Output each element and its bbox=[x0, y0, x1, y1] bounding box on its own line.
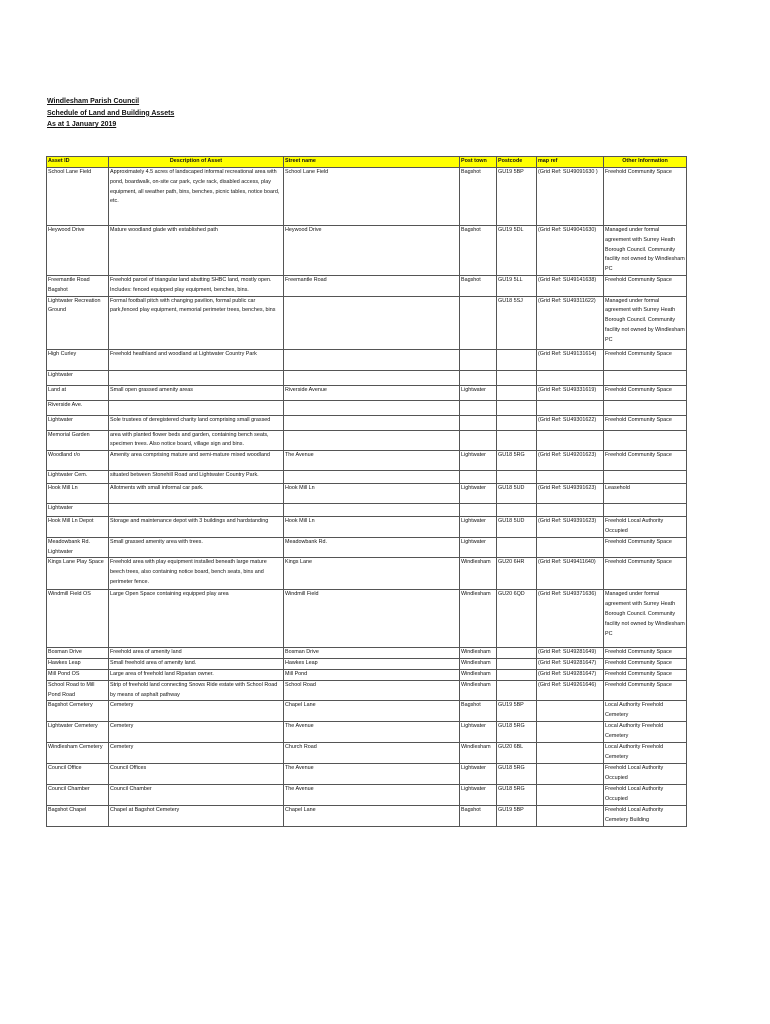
cell-description: Cemetery bbox=[109, 743, 284, 764]
cell-other: Freehold Local Authority Cemetery Building bbox=[604, 806, 687, 827]
cell-postcode: GU19 5DL bbox=[497, 226, 537, 276]
cell-mapref bbox=[537, 785, 604, 806]
cell-postcode bbox=[497, 537, 537, 558]
cell-street bbox=[284, 400, 460, 415]
cell-other: Freehold Community Space bbox=[604, 669, 687, 680]
cell-mapref bbox=[537, 764, 604, 785]
cell-description: Large area of freehold land Riparian owner. bbox=[109, 669, 284, 680]
cell-description bbox=[109, 400, 284, 415]
cell-postcode bbox=[497, 471, 537, 484]
cell-street: Chapel Lane bbox=[284, 701, 460, 722]
cell-asset-id: Windlesham Cemetery bbox=[47, 743, 109, 764]
cell-other: Leasehold bbox=[604, 484, 687, 504]
cell-mapref bbox=[537, 537, 604, 558]
cell-description: Freehold area with play equipment installed beneath large mature beech trees, also containing notice board, bench seats, bins and perimeter fence. bbox=[109, 558, 284, 590]
cell-mapref bbox=[537, 504, 604, 517]
cell-town: Lightwater bbox=[460, 517, 497, 538]
cell-other: Freehold Community Space bbox=[604, 558, 687, 590]
cell-town: Bagshot bbox=[460, 226, 497, 276]
cell-asset-id: Bagshot Cemetery bbox=[47, 701, 109, 722]
cell-other: Freehold Community Space bbox=[604, 168, 687, 226]
cell-mapref: (Grid Ref: SU49201623) bbox=[537, 451, 604, 471]
table-row bbox=[47, 226, 687, 276]
cell-mapref bbox=[537, 370, 604, 385]
cell-street bbox=[284, 349, 460, 370]
assets-table bbox=[46, 156, 687, 827]
cell-asset-id: Windmill Field OS bbox=[47, 590, 109, 648]
table-body bbox=[47, 168, 687, 827]
cell-street: School Lane Field bbox=[284, 168, 460, 226]
cell-postcode bbox=[497, 669, 537, 680]
cell-town bbox=[460, 370, 497, 385]
cell-asset-id: School Lane Field bbox=[47, 168, 109, 226]
schedule-title: Schedule of Land and Building Assets bbox=[47, 109, 175, 117]
cell-street bbox=[284, 504, 460, 517]
cell-postcode bbox=[497, 415, 537, 430]
cell-other: Managed under formal agreement with Surrey Heath Borough Council. Community facility not owned by Windlesham PC bbox=[604, 590, 687, 648]
cell-street: Hook Mill Ln bbox=[284, 517, 460, 538]
cell-other: Freehold Community Space bbox=[604, 415, 687, 430]
schedule-date: As at 1 January 2019 bbox=[47, 121, 117, 129]
cell-asset-id: Lightwater bbox=[47, 370, 109, 385]
cell-postcode: GU18 5SJ bbox=[497, 296, 537, 349]
cell-street: Meadowbank Rd. bbox=[284, 537, 460, 558]
cell-other: Freehold Local Authority Occupied bbox=[604, 517, 687, 538]
cell-description: Small freehold area of amenity land. bbox=[109, 659, 284, 670]
cell-asset-id: Hook Mill Ln Depot bbox=[47, 517, 109, 538]
cell-street: The Avenue bbox=[284, 764, 460, 785]
table-row bbox=[47, 471, 687, 484]
header-town: Post town bbox=[460, 157, 497, 168]
cell-description: Storage and maintenance depot with 3 buildings and hardstanding bbox=[109, 517, 284, 538]
cell-mapref bbox=[537, 430, 604, 451]
cell-postcode: GU19 5BP bbox=[497, 168, 537, 226]
cell-mapref: (Gird Ref: SU49261646) bbox=[537, 680, 604, 701]
cell-town: Windlesham bbox=[460, 558, 497, 590]
cell-postcode bbox=[497, 648, 537, 659]
cell-description bbox=[109, 370, 284, 385]
cell-postcode bbox=[497, 370, 537, 385]
cell-postcode bbox=[497, 430, 537, 451]
cell-other: Freehold Local Authority Occupied bbox=[604, 764, 687, 785]
cell-other bbox=[604, 430, 687, 451]
cell-description: Cemetery bbox=[109, 722, 284, 743]
cell-description: Freehold heathland and woodland at Lightwater Country Park bbox=[109, 349, 284, 370]
cell-town bbox=[460, 349, 497, 370]
cell-other: Freehold Community Space bbox=[604, 648, 687, 659]
cell-postcode bbox=[497, 385, 537, 400]
cell-asset-id: Meadowbank Rd. Lightwater bbox=[47, 537, 109, 558]
cell-mapref bbox=[537, 743, 604, 764]
cell-other: Local Authority Freehold Cemetery bbox=[604, 743, 687, 764]
cell-description: Strip of freehold land connecting Snows Ride estate with School Road by means of asphalt pathway bbox=[109, 680, 284, 701]
cell-street: School Road bbox=[284, 680, 460, 701]
cell-town: Windlesham bbox=[460, 743, 497, 764]
cell-description: Small grassed amenity area with trees. bbox=[109, 537, 284, 558]
cell-description: Approximately 4.5 acres of landscaped informal recreational area with pond, boardwalk, on-site car park, cycle rack, disabled access, play equipment, all weather path, bins, benches, picnic tables, notice board, etc. bbox=[109, 168, 284, 226]
cell-other: Freehold Community Space bbox=[604, 680, 687, 701]
header-postcode: Postcode bbox=[497, 157, 537, 168]
cell-mapref: (Grid Ref: SU49281647) bbox=[537, 659, 604, 670]
cell-other: Freehold Community Space bbox=[604, 275, 687, 296]
cell-postcode: GU18 5UD bbox=[497, 484, 537, 504]
cell-street bbox=[284, 370, 460, 385]
cell-mapref: (Grid Ref: SU49411640) bbox=[537, 558, 604, 590]
cell-mapref: (Grid Ref: SU49331619) bbox=[537, 385, 604, 400]
cell-other: Freehold Local Authority Occupied bbox=[604, 785, 687, 806]
cell-other: Local Authority Freehold Cemetery bbox=[604, 701, 687, 722]
cell-description: Small open grassed amenity areas bbox=[109, 385, 284, 400]
cell-asset-id: Lightwater Cem. bbox=[47, 471, 109, 484]
header-asset-id: Asset ID bbox=[47, 157, 109, 168]
cell-other bbox=[604, 504, 687, 517]
cell-postcode: GU18 5RG bbox=[497, 451, 537, 471]
cell-street: Church Road bbox=[284, 743, 460, 764]
table-row bbox=[47, 701, 687, 722]
cell-description: Sole trustees of deregistered charity land comprising small grassed bbox=[109, 415, 284, 430]
table-row bbox=[47, 669, 687, 680]
cell-town: Lightwater bbox=[460, 785, 497, 806]
cell-asset-id: School Road to Mill Pond Road bbox=[47, 680, 109, 701]
cell-mapref bbox=[537, 806, 604, 827]
cell-other bbox=[604, 400, 687, 415]
cell-asset-id: Heywood Drive bbox=[47, 226, 109, 276]
table-row bbox=[47, 743, 687, 764]
table-row bbox=[47, 451, 687, 471]
cell-street bbox=[284, 430, 460, 451]
header-mapref: map ref bbox=[537, 157, 604, 168]
cell-mapref bbox=[537, 701, 604, 722]
table-row bbox=[47, 722, 687, 743]
cell-town: Windlesham bbox=[460, 648, 497, 659]
cell-town: Bagshot bbox=[460, 275, 497, 296]
cell-description: area with planted flower beds and garden, containing bench seats, specimen trees. Also notice board, village sign and bins. bbox=[109, 430, 284, 451]
table-row bbox=[47, 296, 687, 349]
cell-mapref bbox=[537, 722, 604, 743]
cell-town: Windlesham bbox=[460, 680, 497, 701]
cell-description: situated between Stonehill Road and Lightwater Country Park. bbox=[109, 471, 284, 484]
cell-mapref bbox=[537, 471, 604, 484]
cell-town: Lightwater bbox=[460, 722, 497, 743]
cell-other bbox=[604, 471, 687, 484]
cell-postcode: GU19 5BP bbox=[497, 701, 537, 722]
cell-other: Freehold Community Space bbox=[604, 451, 687, 471]
cell-description: Council Chamber bbox=[109, 785, 284, 806]
cell-postcode: GU19 5LL bbox=[497, 275, 537, 296]
cell-description: Formal football pitch with changing pavilion, formal public car park,fenced play equipment, memorial perimeter trees, benches, bins bbox=[109, 296, 284, 349]
cell-postcode: GU20 6HR bbox=[497, 558, 537, 590]
cell-asset-id: Council Chamber bbox=[47, 785, 109, 806]
cell-mapref: (Grid Ref: SU49281649) bbox=[537, 648, 604, 659]
cell-asset-id: Mill Pond OS bbox=[47, 669, 109, 680]
cell-street: Riverside Avenue bbox=[284, 385, 460, 400]
council-name: Windlesham Parish Council bbox=[47, 98, 140, 105]
cell-street: The Avenue bbox=[284, 451, 460, 471]
cell-postcode: GU20 6BL bbox=[497, 743, 537, 764]
table-row bbox=[47, 430, 687, 451]
cell-asset-id: Hawkes Leap bbox=[47, 659, 109, 670]
table-row bbox=[47, 385, 687, 400]
cell-asset-id: Bagshot Chapel bbox=[47, 806, 109, 827]
cell-other: Managed under formal agreement with Surrey Heath Borough Council. Community facility not owned by Windlesham PC bbox=[604, 296, 687, 349]
table-row bbox=[47, 537, 687, 558]
cell-postcode: GU18 5RG bbox=[497, 722, 537, 743]
cell-postcode bbox=[497, 504, 537, 517]
cell-mapref: (Grid Ref: SU49041630) bbox=[537, 226, 604, 276]
table-row bbox=[47, 504, 687, 517]
cell-town bbox=[460, 430, 497, 451]
cell-town bbox=[460, 504, 497, 517]
cell-town: Lightwater bbox=[460, 385, 497, 400]
table-row bbox=[47, 648, 687, 659]
cell-asset-id: Lightwater Recreation Ground bbox=[47, 296, 109, 349]
table-row bbox=[47, 517, 687, 538]
cell-asset-id: Lightwater bbox=[47, 415, 109, 430]
cell-mapref: (Grid Ref: SU49391623) bbox=[537, 517, 604, 538]
cell-town: Bagshot bbox=[460, 701, 497, 722]
cell-town: Bagshot bbox=[460, 168, 497, 226]
cell-postcode: GU20 6QD bbox=[497, 590, 537, 648]
cell-other: Freehold Community Space bbox=[604, 349, 687, 370]
cell-description: Freehold area of amenity land bbox=[109, 648, 284, 659]
cell-street: Kings Lane bbox=[284, 558, 460, 590]
cell-other: Local Authority Freehold Cemetery bbox=[604, 722, 687, 743]
header-street: Street name bbox=[284, 157, 460, 168]
cell-town: Windlesham bbox=[460, 590, 497, 648]
cell-street: Bosman Drive bbox=[284, 648, 460, 659]
cell-postcode: GU18 5UD bbox=[497, 517, 537, 538]
cell-mapref: (Grid Ref: SU49371636) bbox=[537, 590, 604, 648]
cell-asset-id: Woodland r/o bbox=[47, 451, 109, 471]
cell-description: Large Open Space containing equipped play area bbox=[109, 590, 284, 648]
table-row bbox=[47, 168, 687, 226]
cell-other: Freehold Community Space bbox=[604, 659, 687, 670]
cell-description: Amenity area comprising mature and semi-mature mixed woodland bbox=[109, 451, 284, 471]
cell-street: Hook Mill Ln bbox=[284, 484, 460, 504]
table-row bbox=[47, 275, 687, 296]
cell-description bbox=[109, 504, 284, 517]
table-header-row bbox=[47, 157, 687, 168]
table-row bbox=[47, 415, 687, 430]
cell-town: Bagshot bbox=[460, 806, 497, 827]
cell-street: The Avenue bbox=[284, 785, 460, 806]
cell-postcode: GU19 5BP bbox=[497, 806, 537, 827]
table-row bbox=[47, 400, 687, 415]
cell-postcode bbox=[497, 659, 537, 670]
cell-town: Lightwater bbox=[460, 537, 497, 558]
cell-asset-id: Lightwater Cemetery bbox=[47, 722, 109, 743]
cell-town bbox=[460, 415, 497, 430]
cell-town: Lightwater bbox=[460, 484, 497, 504]
table-row bbox=[47, 370, 687, 385]
cell-other bbox=[604, 370, 687, 385]
cell-town bbox=[460, 471, 497, 484]
cell-postcode bbox=[497, 349, 537, 370]
cell-town bbox=[460, 296, 497, 349]
cell-town: Windlesham bbox=[460, 669, 497, 680]
cell-postcode bbox=[497, 680, 537, 701]
cell-asset-id: Hook Mill Ln bbox=[47, 484, 109, 504]
cell-mapref bbox=[537, 400, 604, 415]
cell-mapref: (Grid Ref: SU49311622) bbox=[537, 296, 604, 349]
cell-street: The Avenue bbox=[284, 722, 460, 743]
table-row bbox=[47, 590, 687, 648]
cell-street bbox=[284, 415, 460, 430]
cell-other: Freehold Community Space bbox=[604, 537, 687, 558]
cell-mapref: (Grid Ref: SU49281647) bbox=[537, 669, 604, 680]
header-description: Description of Asset bbox=[109, 157, 284, 168]
cell-street: Windmill Field bbox=[284, 590, 460, 648]
cell-asset-id: Riverside Ave. bbox=[47, 400, 109, 415]
cell-street bbox=[284, 296, 460, 349]
cell-asset-id: Lightwater bbox=[47, 504, 109, 517]
cell-other: Freehold Community Space bbox=[604, 385, 687, 400]
table-row bbox=[47, 484, 687, 504]
cell-asset-id: Freemantle Road Bagshot bbox=[47, 275, 109, 296]
cell-postcode: GU18 5RG bbox=[497, 764, 537, 785]
table-row bbox=[47, 764, 687, 785]
cell-description: Cemetery bbox=[109, 701, 284, 722]
cell-street: Freemantle Road bbox=[284, 275, 460, 296]
cell-town: Windlesham bbox=[460, 659, 497, 670]
cell-other: Managed under formal agreement with Surrey Heath Borough Council. Community facility not owned by Windlesham PC bbox=[604, 226, 687, 276]
cell-mapref: (Grid Ref: SU49301622) bbox=[537, 415, 604, 430]
cell-asset-id: Land at bbox=[47, 385, 109, 400]
cell-description: Council Offices bbox=[109, 764, 284, 785]
table-row bbox=[47, 785, 687, 806]
cell-asset-id: Council Office bbox=[47, 764, 109, 785]
table-row bbox=[47, 659, 687, 670]
header-other: Other Information bbox=[604, 157, 687, 168]
cell-mapref: (Grid Ref: SU49391623) bbox=[537, 484, 604, 504]
cell-street: Heywood Drive bbox=[284, 226, 460, 276]
table-row bbox=[47, 558, 687, 590]
cell-asset-id: Memorial Garden bbox=[47, 430, 109, 451]
document-header bbox=[47, 96, 174, 131]
table-row bbox=[47, 349, 687, 370]
cell-postcode: GU18 5RG bbox=[497, 785, 537, 806]
cell-town: Lightwater bbox=[460, 764, 497, 785]
cell-postcode bbox=[497, 400, 537, 415]
cell-town bbox=[460, 400, 497, 415]
cell-street: Chapel Lane bbox=[284, 806, 460, 827]
cell-mapref: (Grid Ref: SU49141638) bbox=[537, 275, 604, 296]
table-row bbox=[47, 806, 687, 827]
cell-asset-id: Bosman Drive bbox=[47, 648, 109, 659]
cell-description: Allotments with small informal car park. bbox=[109, 484, 284, 504]
cell-asset-id: Kings Lane Play Space bbox=[47, 558, 109, 590]
table-row bbox=[47, 680, 687, 701]
cell-description: Freehold parcel of triangular land abutting SHBC land, mostly open. Includes: fenced equipped play equipment, benches, bins. bbox=[109, 275, 284, 296]
cell-street: Hawkes Leap bbox=[284, 659, 460, 670]
cell-description: Chapel at Bagshot Cemetery bbox=[109, 806, 284, 827]
cell-street bbox=[284, 471, 460, 484]
cell-town: Lightwater bbox=[460, 451, 497, 471]
cell-mapref: (Grid Ref: SU49091630 ) bbox=[537, 168, 604, 226]
cell-asset-id: High Curley bbox=[47, 349, 109, 370]
cell-street: Mill Pond bbox=[284, 669, 460, 680]
cell-description: Mature woodland glade with established path bbox=[109, 226, 284, 276]
cell-mapref: (Grid Ref: SU49131614) bbox=[537, 349, 604, 370]
